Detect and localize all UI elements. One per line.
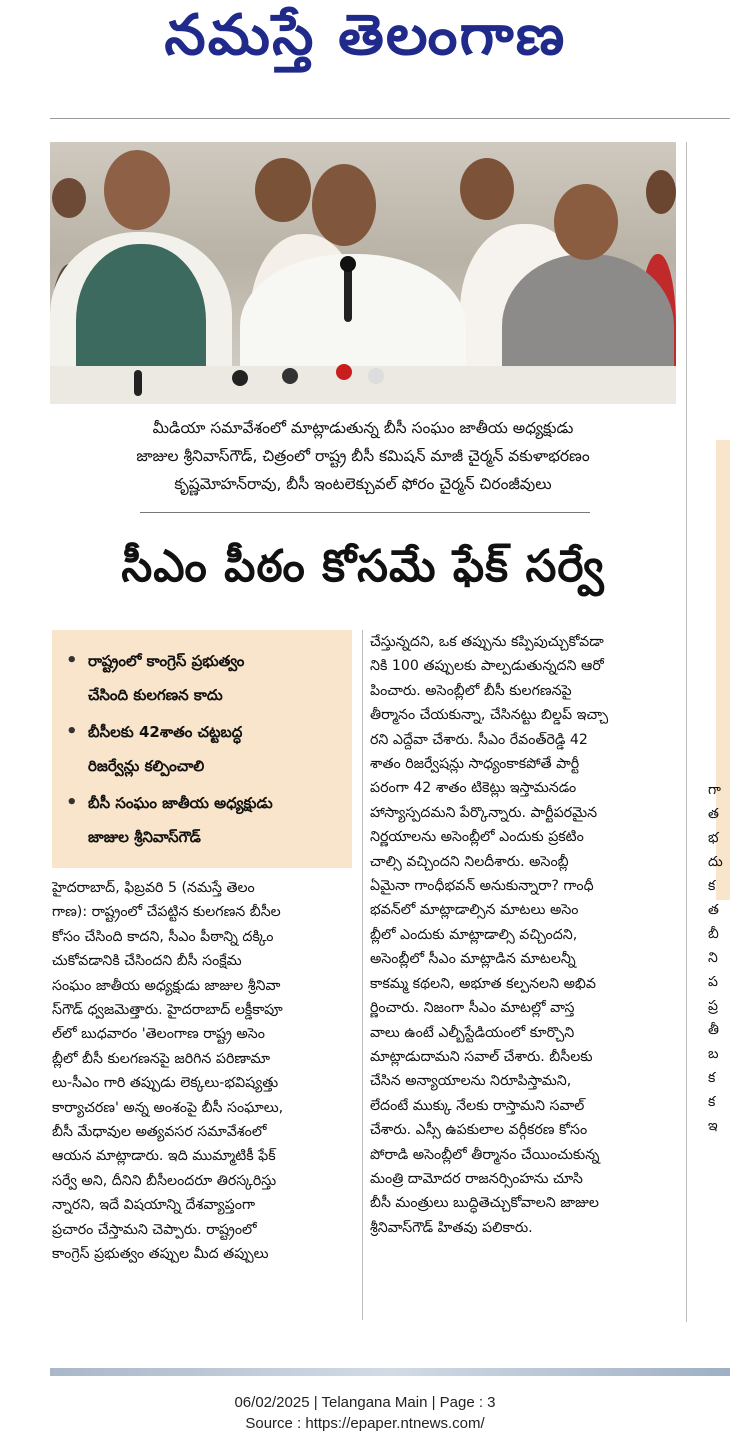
bullet-icon: • (66, 650, 78, 671)
article-line: బీసీ మేధావుల అత్యవసర సమావేశంలో (52, 1124, 267, 1141)
caption-rule (140, 512, 590, 513)
adjacent-text-fragment: క (708, 878, 716, 894)
adjacent-text-fragment: గా (708, 782, 721, 798)
footer-date-edition: 06/02/2025 | Telangana Main | Page : 3 (234, 1394, 496, 1411)
article-line: చాల్సి వచ్చిందని నిలదీశారు. అసెంబ్లీ (370, 853, 569, 870)
adjacent-text-fragment: బీ (708, 926, 719, 942)
article-line: కార్యాచరణ' అన్న అంశంపై బీసీ సంఘాలు, (52, 1099, 284, 1116)
article-line: భవన్‌లో మాట్లాడాల్సిన మాటలు అసెం (370, 902, 579, 919)
article-line: కాంగ్రెస్ ప్రభుత్వం తప్పుల మీద తప్పులు (52, 1246, 269, 1263)
newspaper-logo: నమస్తే తెలంగాణ (163, 2, 567, 68)
article-line: కాకమ్మ కథలని, అభూత కల్పనలని అభివ (370, 975, 596, 992)
article-line: ఆయన మాట్లాడారు. ఇది ముమ్మాటికీ ఫేక్ (52, 1148, 276, 1165)
article-line: మాట్లాడుదామని సవాల్ చేశారు. బీసీలకు (370, 1048, 593, 1065)
article-line: పోరాడి అసెంబ్లీలో తీర్మానం చేయించుకున్న (370, 1146, 600, 1163)
article-line: రని ఎద్దేవా చేశారు. సీఎం రేవంత్‌రెడ్డి 42 (370, 731, 588, 748)
article-line: స్‌గౌడ్ ధ్వజమెత్తారు. హైదరాబాద్ లక్డీకాపూ (52, 1002, 283, 1019)
article-line: బ్లీలో ఎందుకు మాట్లాడాల్సి వచ్చిందని, (370, 926, 578, 943)
adjacent-text-fragment: తీ (708, 1022, 719, 1038)
adjacent-text-fragment: ప్ర (708, 998, 718, 1014)
article-line: పరంగా 42 శాతం టికెట్లు ఇస్తామనడం (370, 780, 577, 797)
article-column-middle (370, 630, 675, 1240)
article-line: పించారు. అసెంబ్లీలో బీసీ కులగణనపై (370, 682, 572, 699)
adjacent-text-fragment: భ (708, 830, 719, 846)
article-line: లు-సీఎం గారి తప్పుడు లెక్కలు-భవిష్యత్తు (52, 1075, 279, 1092)
article-line: చేస్తున్నదని, ఒక తప్పును కప్పిపుచ్చుకోవడా (370, 634, 604, 650)
article-line: బ్లీలో బీసీ కులగణనపై జరిగిన పరిణామా (52, 1050, 271, 1067)
bullet-icon: • (66, 721, 78, 742)
article-headline: సీఎం పీఠం కోసమే ఫేక్ సర్వే (121, 541, 605, 592)
highlight-item: • బీసీలకు 42శాతం చట్టబద్ధ రిజర్వేన్లు కల్పించాలి (66, 715, 344, 783)
article-line: చుకోవడానికి చేసిందని బీసీ సంక్షేమ (52, 953, 242, 970)
adjacent-text-fragment: దు (708, 854, 723, 870)
article-line: హాస్యాస్పదమని పేర్కొన్నారు. పార్టీపరమైన (370, 804, 598, 821)
article-line: నికి 100 తప్పులకు పాల్పడుతున్నదని ఆరో (370, 658, 604, 675)
adjacent-text-fragment: క (708, 1070, 716, 1086)
article-line: చేశారు. ఎస్సీ ఉపకులాల వర్గీకరణ కోసం (370, 1122, 588, 1139)
masthead (0, 0, 730, 100)
article-line: శాతం రిజర్వేషన్లు సాధ్యంకాకపోతే పార్టీ (370, 756, 580, 773)
caption-line: జాజుల శ్రీనివాస్‌గౌడ్, చిత్రంలో రాష్ట్ర బీసీ కమిషన్ మాజీ చైర్మన్ వకుళాభరణం (136, 447, 590, 465)
caption-line: మీడియా సమావేశంలో మాట్లాడుతున్న బీసీ సంఘం జాతీయ అధ్యక్షుడు (152, 419, 574, 437)
adjacent-text-fragment: బ (708, 1046, 719, 1062)
highlight-item: • రాష్ట్రంలో కాంగ్రెస్ ప్రభుత్వం చేసింది కులగణన కాదు (66, 644, 344, 712)
adjacent-article-strip (700, 142, 730, 1342)
article-line: న్నారని, ఇదే విషయాన్ని దేశవ్యాప్తంగా (52, 1197, 256, 1214)
article-line: సర్వే అని, దీనిని బీసీలందరూ తిరస్కరిస్తు (52, 1172, 277, 1189)
bottom-band (50, 1368, 730, 1376)
article-line: మంత్రి దామోదర రాజనర్సింహను చూసి (370, 1170, 583, 1187)
article-line: లేదంటే ముక్కు నేలకు రాస్తామని సవాల్ (370, 1097, 585, 1114)
adjacent-text-fragment: ఇ (708, 1118, 718, 1134)
article-line: బీసీ మంత్రులు బుద్ధితెచ్చుకోవాలని జాజుల (370, 1195, 599, 1212)
article-line: గాణ): రాష్ట్రంలో చేపట్టిన కులగణన బీసీల (52, 904, 281, 921)
article-line: సంఘం జాతీయ అధ్యక్షుడు జాజుల శ్రీనివా (52, 977, 281, 994)
column-divider (686, 142, 687, 1322)
column-divider (362, 630, 363, 1320)
article-line: చేసిన అన్యాయాలను నిరూపిస్తామని, (370, 1073, 572, 1090)
article-line: ఏమైనా గాంధీభవన్ అనుకున్నారా? గాంధీ (370, 878, 594, 895)
adjacent-text-fragment: త (708, 806, 719, 822)
article-line: తీర్మానం చేయకున్నా, చేసినట్టు బిల్డప్ ఇచ్చా (370, 707, 609, 724)
photo-caption (50, 414, 676, 498)
article-line: నిర్ణయాలను అసెంబ్లీలో ఎందుకు ప్రకటిం (370, 829, 584, 846)
article-column-left (52, 876, 352, 1267)
adjacent-text-fragment: ప (708, 974, 718, 990)
highlights-box (52, 630, 352, 868)
article-line: కోసం చేసింది కాదని, సీఎం పీఠాన్ని దక్కిం (52, 928, 274, 945)
highlight-item: • బీసీ సంఘం జాతీయ అధ్యక్షుడు జాజుల శ్రీనివాస్‌గౌడ్ (66, 786, 344, 854)
adjacent-text-fragment: క (708, 1094, 716, 1110)
article-line: అసెంబ్లీలో సీఎం మాట్లాడిన మాటలన్నీ (370, 951, 576, 968)
bullet-icon: • (66, 792, 78, 813)
caption-line: కృష్ణమోహన్‌రావు, బీసీ ఇంటలెక్చువల్ ఫోరం చైర్మన్ చిరంజీవులు (174, 475, 552, 493)
adjacent-text-fragment: త (708, 902, 719, 918)
article-line: వాలు ఉంటే ఎల్బీస్టేడియంలో కూర్చొని (370, 1024, 575, 1041)
article-line: శ్రీనివాస్‌గౌడ్ హితవు పలికారు. (370, 1219, 533, 1236)
adjacent-text-fragment: ని (708, 950, 718, 966)
article-line: హైదరాబాద్, ఫిబ్రవరి 5 (నమస్తే తెలం (52, 880, 255, 896)
article-line: ల్‌లో బుధవారం 'తెలంగాణ రాష్ట్ర అసెం (52, 1026, 265, 1043)
article-line: ప్రచారం చేస్తామని చెప్పారు. రాష్ట్రంలో (52, 1221, 257, 1238)
page-footer (0, 1392, 730, 1434)
top-rule (50, 118, 730, 119)
article-line: ర్ణించారు. నిజంగా సీఎం మాటల్లో వాస్త (370, 1000, 575, 1017)
press-conference-photo (50, 142, 676, 404)
footer-source: Source : https://epaper.ntnews.com/ (245, 1415, 485, 1432)
